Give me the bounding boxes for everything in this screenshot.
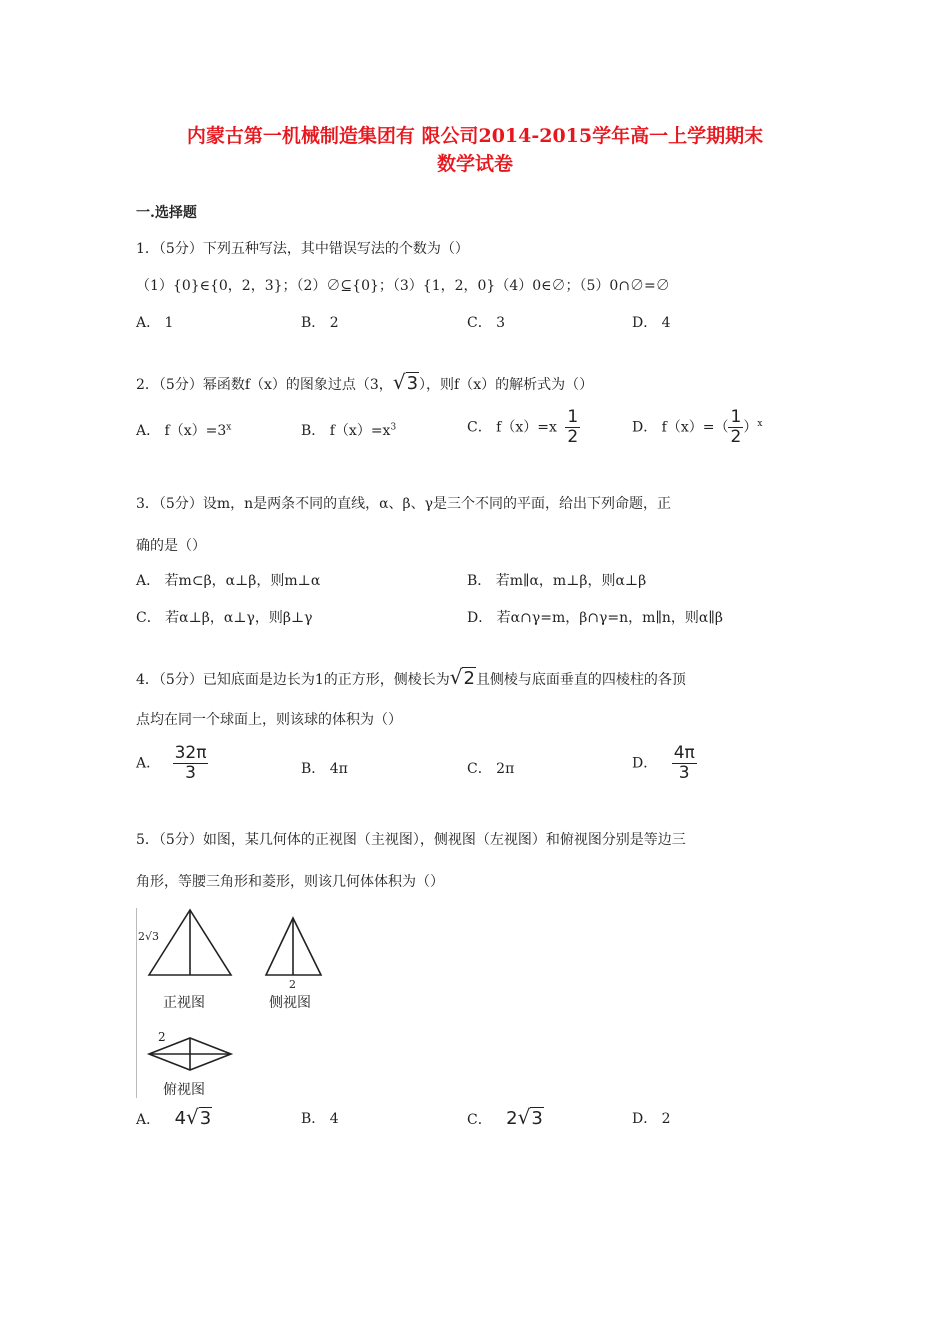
q4-stem-line-1	[136, 665, 686, 689]
q3-stem-line-1: 3．（5分）设m，n是两条不同的直线，α、β、γ是三个不同的平面，给出下列命题，正	[136, 496, 672, 512]
q2-stem	[136, 370, 593, 394]
q2-option-b	[301, 420, 396, 440]
q4-option-d-num: 4π	[673, 743, 695, 763]
q1-option-b: B． 2	[301, 315, 339, 331]
q4-option-c: C． 2π	[467, 761, 515, 777]
q5-option-a-value: 4√3	[174, 1105, 212, 1129]
q2-option-c-num: 1	[567, 407, 579, 427]
q2-option-c-text: C． f（x）=x	[467, 419, 557, 436]
q4-option-a-label: A．	[136, 755, 161, 772]
q2-sqrt: √3	[392, 370, 419, 394]
q5-option-c-label: C．	[467, 1112, 492, 1128]
front-view-dimension: 2√3	[138, 930, 160, 943]
q5-option-a-radicand: 3	[199, 1108, 212, 1129]
q2-option-b-exp: 3	[390, 422, 397, 433]
q4-option-a-fraction	[173, 744, 209, 783]
q2-option-c-den: 2	[567, 427, 579, 447]
q5-option-c-value: 2√3	[506, 1105, 543, 1129]
q5-option-b: B． 4	[301, 1111, 339, 1127]
q3-option-a: A． 若m⊂β，α⊥β，则m⊥α	[136, 573, 321, 589]
q5-option-d: D． 2	[632, 1111, 671, 1127]
q5-option-c-coef: 2	[506, 1108, 518, 1129]
q4-sqrt-radicand: 2	[463, 668, 475, 689]
q5-option-a	[136, 1105, 212, 1129]
q2-option-a-exp: x	[226, 422, 232, 433]
three-view-figure	[136, 908, 336, 1098]
q2-option-d-fraction	[728, 408, 743, 447]
q2-option-d	[632, 408, 762, 447]
q4-option-a-den: 3	[185, 763, 196, 783]
q5-option-a-coef: 4	[174, 1108, 187, 1129]
q2-sqrt-radicand: 3	[406, 373, 419, 394]
q5-option-c-radicand: 3	[531, 1108, 543, 1129]
side-view-label: 侧视图	[269, 995, 311, 1011]
q4-option-b: B． 4π	[301, 761, 348, 777]
q4-option-a	[136, 744, 208, 783]
q4-stem-pre: 4．（5分）已知底面是边长为1的正方形，侧棱长为	[136, 672, 450, 688]
q1-option-d: D． 4	[632, 315, 671, 331]
q4-stem-post: 且侧棱与底面垂直的四棱柱的各顶	[475, 672, 686, 688]
q4-option-d-den: 3	[678, 763, 690, 783]
q4-option-d-label: D．	[632, 755, 658, 772]
front-view-label: 正视图	[163, 995, 205, 1011]
q2-option-d-close: ）	[743, 419, 758, 436]
q4-option-d-fraction	[672, 744, 697, 783]
q1-detail: （1）{0}∈{0，2，3}；（2）∅⊆{0}；（3）{1，2，0}（4）0∈∅；（5）0∩∅=∅	[136, 278, 670, 294]
q4-sqrt: √2	[449, 665, 475, 689]
document-title-line-1: 内蒙古第一机械制造集团有 限公司2014-2015学年高一上学期期末	[186, 125, 764, 147]
q1-option-a: A． 1	[136, 315, 174, 331]
side-view-dimension: 2	[289, 978, 296, 991]
q2-option-d-exp: x	[757, 418, 763, 429]
q2-stem-pre: 2．（5分）幂函数f（x）的图象过点（3，	[136, 377, 393, 393]
q4-option-d	[632, 744, 697, 783]
q2-option-a	[136, 420, 231, 440]
q1-stem: 1．（5分）下列五种写法，其中错误写法的个数为（）	[136, 241, 469, 257]
section-heading: 一.选择题	[136, 205, 197, 221]
q3-option-c: C． 若α⊥β，α⊥γ，则β⊥γ	[136, 610, 313, 626]
q2-option-d-den: 2	[730, 427, 742, 447]
document-title-line-2: 数学试卷	[436, 153, 513, 175]
q4-option-a-num: 32π	[174, 743, 207, 763]
q2-option-c-fraction	[565, 408, 580, 447]
top-view-label: 俯视图	[163, 1082, 205, 1098]
q3-stem-line-2: 确的是（）	[136, 538, 206, 554]
q5-option-a-label: A．	[136, 1112, 161, 1128]
q4-stem-line-2: 点均在同一个球面上，则该球的体积为（）	[136, 712, 402, 728]
q3-option-b: B． 若m∥α，m⊥β，则α⊥β	[467, 573, 647, 589]
q2-option-d-num: 1	[730, 407, 742, 427]
q2-option-b-text: B． f（x）=x	[301, 423, 391, 439]
q5-stem-line-2: 角形，等腰三角形和菱形，则该几何体体积为（）	[136, 874, 444, 890]
top-view-dimension: 2	[158, 1030, 166, 1044]
q2-option-c	[467, 408, 580, 447]
q2-option-a-text: A． f（x）=3	[136, 423, 227, 439]
q3-option-d: D． 若α∩γ=m，β∩γ=n，m∥n，则α∥β	[467, 610, 723, 626]
q2-option-d-text: D． f（x）=（	[632, 419, 729, 436]
q2-stem-post: ），则f（x）的解析式为（）	[419, 377, 594, 393]
q1-option-c: C． 3	[467, 315, 506, 331]
q5-option-c	[467, 1105, 544, 1129]
q5-stem-line-1: 5．（5分）如图，某几何体的正视图（主视图），侧视图（左视图）和俯视图分别是等边三	[136, 832, 686, 848]
